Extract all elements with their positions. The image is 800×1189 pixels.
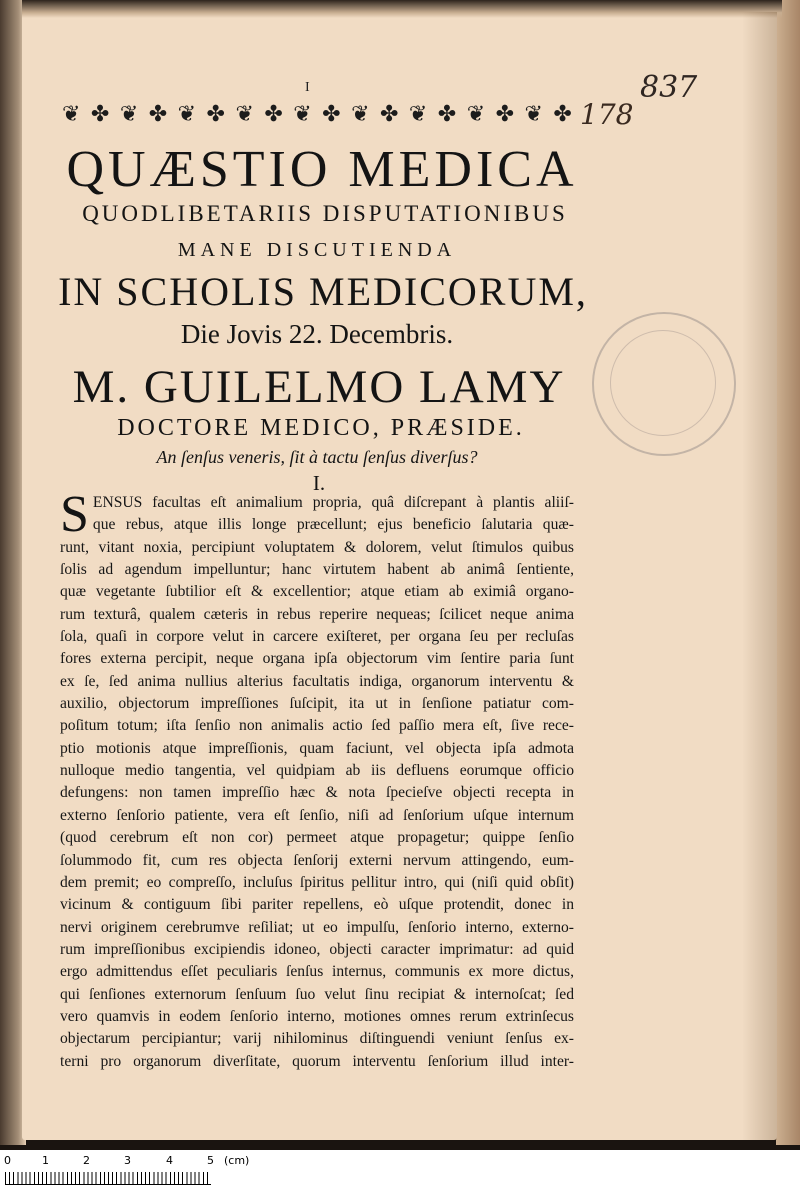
text-line: nulloque medio tangentia, vel quidpiam ab iis defluens eorumque officio	[60, 762, 574, 780]
text-line: ſolummodo fit, cum res objecta ſenſorij externi nervum attingendo, eum-	[60, 851, 574, 869]
handwritten-folio: 178	[580, 98, 634, 131]
fleuron-icon: ❦	[62, 102, 81, 127]
president-title: DOCTORE MEDICO, PRÆSIDE.	[117, 415, 525, 441]
text-line: rum impreſſionibus excipiendis idoneo, objecti caracter imprimatur: ad quid	[60, 940, 574, 958]
top-shadow	[22, 0, 782, 18]
text-line: ENSUS facultas eſt animalium propria, quâ diſcrepant à plantis aliiſ-	[92, 494, 574, 511]
text-line: vero quamvis in eodem ſenſorio interno, motiones omnes rerum extrinſecus	[60, 1007, 574, 1025]
text-line: defungens: non tamen impreſſio hæc & nota ſpecieſve objecti recepta in	[60, 784, 574, 802]
fleuron-icon: ❦	[466, 102, 486, 127]
ruler-label: 3	[124, 1154, 131, 1167]
fleuron-icon: ❦	[408, 102, 428, 127]
page-fore-edge	[776, 0, 800, 1145]
fleuron-icon: ✤	[322, 102, 341, 127]
fleuron-icon: ❦	[524, 102, 543, 127]
fleuron-icon: ✤	[206, 102, 225, 127]
text-line: runt, vitant noxia, percipiunt voluptatem & dolorem, velut ſtimulos quibus	[60, 538, 574, 556]
fleuron-icon: ✤	[264, 102, 283, 127]
text-line: ex ſe, ſed anima nullius alterius facultatis indiga, organorum interventu &	[60, 672, 574, 690]
text-line: rum texturâ, qualem cæteris in rebus reperire nequeas; ſcilicet neque anima	[60, 605, 574, 623]
text-line: objectarum percipiantur; varij nihilominus diſtinguendi veniunt ſenſus ex-	[60, 1030, 574, 1048]
text-line: dem premit; eo compreſſo, incluſus ſpiritus pellitur intro, qui (niſi quid obſit)	[60, 873, 574, 891]
section-number: I.	[312, 471, 326, 495]
fleuron-icon: ✤	[90, 102, 110, 127]
ruler-label: 5	[207, 1154, 214, 1167]
main-title: QUÆSTIO MEDICA	[66, 141, 578, 198]
fleuron-icon: ❦	[119, 102, 139, 127]
text-line: quæ vegetante ſubtilior eſt & excellentior; atque etiam ab eximiâ organo-	[60, 583, 574, 601]
fleuron-icon: ❦	[235, 102, 254, 127]
ruler-label: 2	[83, 1154, 90, 1167]
fleuron-icon: ✤	[553, 102, 572, 127]
subtitle-line: QUODLIBETARIIS DISPUTATIONIBUS	[82, 201, 568, 226]
body-paragraph	[60, 486, 574, 1073]
subtitle-line: MANE DISCUTIENDA	[177, 239, 457, 261]
venue-line: IN SCHOLIS MEDICORUM,	[58, 269, 588, 314]
date-line: Die Jovis 22. Decembris.	[180, 319, 454, 349]
fleuron-icon: ✤	[437, 102, 457, 127]
ruler-label: 0	[4, 1154, 11, 1167]
text-line: terni pro organorum diverſitate, quorum interventu ſenſorium illud inter-	[60, 1052, 574, 1070]
fleuron-icon: ✤	[495, 102, 515, 127]
drop-capital: S	[60, 486, 89, 543]
president-name: M. GUILELMO LAMY	[72, 361, 566, 413]
text-line: (quod cerebrum eſt non cor) permeet atque propagetur; quippe ſenſio	[60, 829, 574, 847]
text-line: ſolis ad agendum impelluntur; hanc virtutem habent ab animâ ſentiente,	[60, 561, 574, 579]
text-line: auxilio, objectorum impreſſiones ſuſcipit, ita ut in ſenſione patiatur com-	[60, 695, 574, 713]
text-line: externo ſenſorio patiente, vera eſt ſenſio, niſi ad ſenſorium uſque internum	[60, 806, 574, 824]
page-edge-shadow	[742, 12, 777, 1140]
text-line: vicinum & contiguum ſibi pariter repellens, eò uſque protendit, donec in	[60, 896, 574, 914]
text-line: ſola, quaſi in corpore velut in carcere exiſteret, per organa ſeu per recluſas	[60, 628, 574, 646]
fleuron-icon: ❦	[177, 102, 197, 127]
ruler-ticks	[5, 1172, 211, 1185]
ruler-unit-label: (cm)	[224, 1154, 250, 1167]
text-line: que rebus, atque illis longe præcellunt; ejus beneficio ſalutaria quæ-	[92, 516, 574, 534]
text-line: nervi originem cerebrumve reſiliat; ut eo impulſu, ſenſorio interno, externo-	[60, 918, 574, 936]
fleuron-icon: ✤	[148, 102, 168, 127]
fleuron-icon: ✤	[379, 102, 399, 127]
text-line: fores externa percipit, neque organa ipſa objectorum vim ſentire paria ſunt	[60, 650, 574, 668]
fleuron-icon: ❦	[351, 102, 370, 127]
text-line: ergo admittendus eſſet peculiaris ſenſus internus, communis ex more dictus,	[60, 963, 574, 981]
text-line: ptio motionis atque impreſſionis, quam faciunt, vel objecta ipſa admota	[60, 739, 574, 757]
thesis-question: An ſenſus veneris, ſit à tactu ſenſus diverſus?	[156, 447, 478, 467]
text-line: qui ſenſiones externorum ſenſuum ſuo velut ſinu recipiat & internoſcat; ſed	[60, 985, 574, 1003]
signature-mark: I	[305, 80, 310, 95]
ruler-label: 1	[42, 1154, 49, 1167]
printer-ornament-band	[62, 100, 572, 130]
handwritten-number: 837	[640, 70, 698, 105]
fleuron-icon: ❦	[293, 102, 312, 127]
text-line: poſitum totum; iſta ſenſio non animalis actio ſed paſſio mera eſt, ſive rece-	[60, 717, 574, 735]
ruler-label: 4	[166, 1154, 173, 1167]
